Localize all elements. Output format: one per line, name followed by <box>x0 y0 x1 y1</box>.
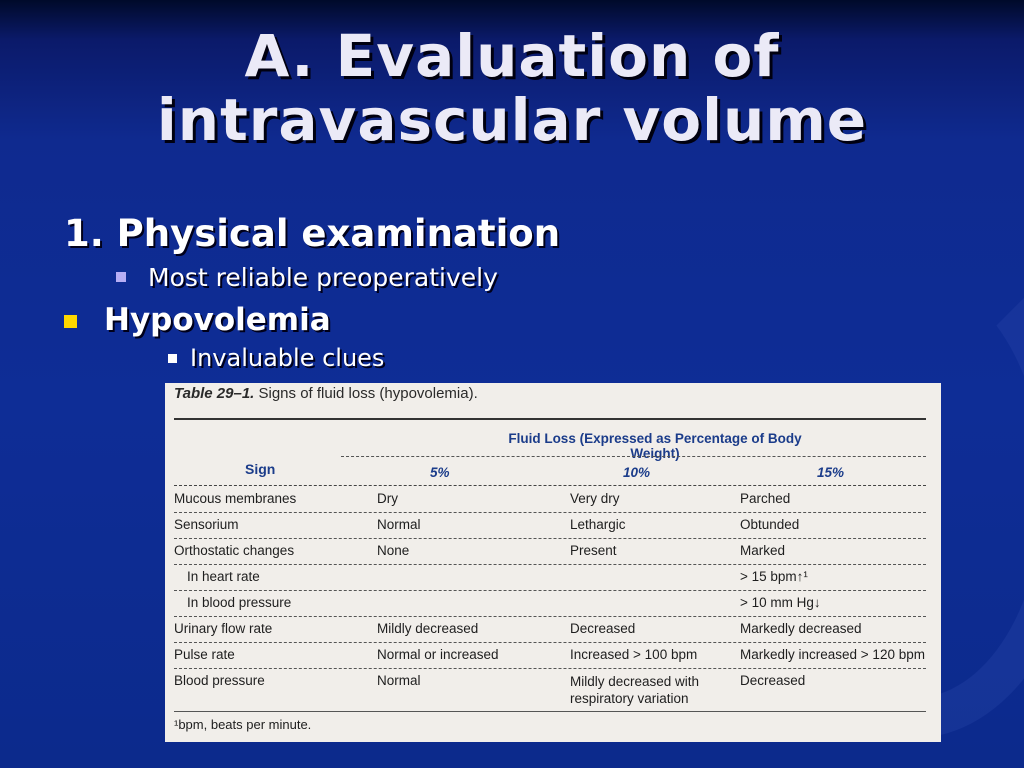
title-line-1: A. Evaluation of <box>244 22 780 90</box>
bullet-invaluable-clues <box>168 344 384 372</box>
group-header-rule <box>341 456 926 457</box>
sign-cell: In blood pressure <box>187 595 292 610</box>
sign-cell: Orthostatic changes <box>174 543 295 558</box>
value-15-cell: Markedly increased > 120 bpm <box>740 647 925 662</box>
table-caption <box>174 385 478 402</box>
value-15-cell: Decreased <box>740 673 806 688</box>
pct-header-10: 10% <box>623 465 651 480</box>
pct-header-15: 15% <box>817 465 845 480</box>
pct-header-5: 5% <box>430 465 450 480</box>
value-5-cell: Normal <box>377 517 421 532</box>
value-10-cell: Very dry <box>570 491 620 506</box>
value-10-cell: Mildly decreased with respiratory variation <box>570 674 700 706</box>
sign-cell: Blood pressure <box>174 673 265 688</box>
table-row <box>174 538 926 565</box>
table-caption-text: Signs of fluid loss (hypovolemia). <box>258 385 478 402</box>
value-15-cell: Markedly decreased <box>740 621 862 636</box>
bullet-text: Hypovolemia <box>104 302 331 338</box>
value-10-cell: Increased > 100 bpm <box>570 647 698 662</box>
sign-column-header: Sign <box>245 461 276 477</box>
value-5-cell: Dry <box>377 491 398 506</box>
value-15-cell: > 10 mm Hg↓ <box>740 595 821 610</box>
value-10-cell: Decreased <box>570 621 636 636</box>
slide-title <box>0 24 1024 152</box>
bullet-most-reliable <box>120 263 498 292</box>
value-5-cell: Normal or increased <box>377 647 499 662</box>
sign-cell: In heart rate <box>187 569 260 584</box>
table-row <box>174 486 926 513</box>
sign-cell: Sensorium <box>174 517 239 532</box>
value-5-cell: Mildly decreased <box>377 621 479 636</box>
table-row <box>174 512 926 539</box>
sign-cell: Mucous membranes <box>174 491 297 506</box>
value-15-cell: Marked <box>740 543 786 558</box>
value-5-cell: Normal <box>377 673 421 688</box>
value-15-cell: Obtunded <box>740 517 800 532</box>
table-bottom-rule <box>174 711 926 712</box>
sign-cell: Pulse rate <box>174 647 235 662</box>
table-top-rule <box>174 418 926 420</box>
value-5-cell: None <box>377 543 410 558</box>
table-row <box>174 564 926 591</box>
title-line-2: intravascular volume <box>156 86 868 154</box>
sign-cell: Urinary flow rate <box>174 621 273 636</box>
table-row <box>174 642 926 669</box>
table-group-header: Fluid Loss (Expressed as Percentage of Body Weight) <box>508 431 802 461</box>
heading-physical-examination: 1. Physical examination <box>64 212 561 255</box>
square-bullet-icon <box>116 272 126 282</box>
table-footnote: ¹bpm, beats per minute. <box>174 717 312 732</box>
bullet-text: Invaluable clues <box>190 344 385 372</box>
value-10-cell: Present <box>570 543 617 558</box>
table-row <box>174 668 926 705</box>
value-15-cell: Parched <box>740 491 791 506</box>
table-caption-label: Table 29–1. <box>174 385 255 402</box>
table-row <box>174 616 926 643</box>
table-row <box>174 590 926 617</box>
value-15-cell: > 15 bpm↑¹ <box>740 569 808 584</box>
value-10-cell: Lethargic <box>570 517 626 532</box>
square-bullet-icon <box>64 315 77 328</box>
bullet-hypovolemia <box>64 302 331 338</box>
square-bullet-icon <box>168 354 177 363</box>
fluid-loss-table <box>165 383 941 742</box>
bullet-text: Most reliable preoperatively <box>148 263 498 292</box>
